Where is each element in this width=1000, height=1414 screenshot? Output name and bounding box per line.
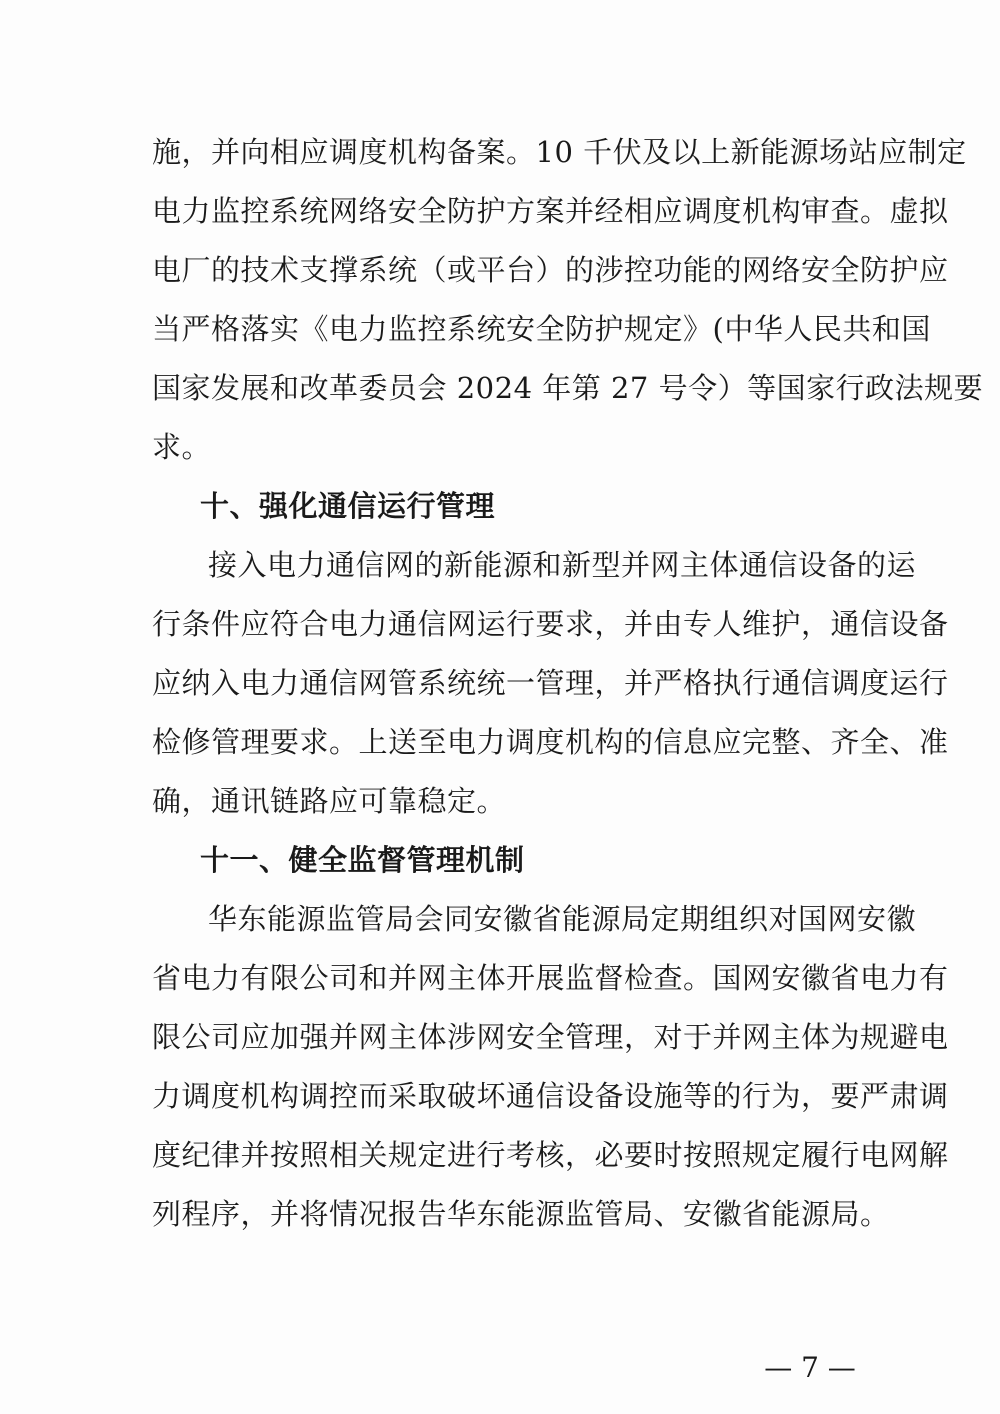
paragraph-line: 省电力有限公司和并网主体开展监督检查。国网安徽省电力有 (152, 961, 949, 995)
paragraph-line: 华东能源监管局会同安徽省能源局定期组织对国网安徽 (208, 902, 917, 936)
page-number: — 7 — (764, 1351, 856, 1384)
paragraph-line: 列程序，并将情况报告华东能源监管局、安徽省能源局。 (152, 1197, 890, 1231)
paragraph-line: 限公司应加强并网主体涉网安全管理，对于并网主体为规避电 (152, 1020, 949, 1054)
paragraph-line: 电厂的技术支撑系统（或平台）的涉控功能的网络安全防护应 (152, 253, 949, 287)
paragraph-line: 应纳入电力通信网管系统统一管理，并严格执行通信调度运行 (152, 666, 949, 700)
paragraph-line: 国家发展和改革委员会 2024 年第 27 号令）等国家行政法规要 (152, 371, 984, 405)
paragraph-line: 求。 (152, 430, 212, 464)
paragraph-line: 施，并向相应调度机构备案。10 千伏及以上新能源场站应制定 (152, 135, 967, 169)
paragraph-line: 接入电力通信网的新能源和新型并网主体通信设备的运 (208, 548, 917, 582)
paragraph-line: 检修管理要求。上送至电力调度机构的信息应完整、齐全、准 (152, 725, 949, 759)
paragraph-line: 行条件应符合电力通信网运行要求，并由专人维护，通信设备 (152, 607, 949, 641)
section-heading: 十一、健全监督管理机制 (200, 843, 525, 877)
paragraph-line: 当严格落实《电力监控系统安全防护规定》(中华人民共和国 (152, 312, 931, 346)
paragraph-line: 度纪律并按照相关规定进行考核，必要时按照规定履行电网解 (152, 1138, 949, 1172)
paragraph-line: 电力监控系统网络安全防护方案并经相应调度机构审查。虚拟 (152, 194, 949, 228)
paragraph-line: 力调度机构调控而采取破坏通信设备设施等的行为，要严肃调 (152, 1079, 949, 1113)
paragraph-line: 确，通讯链路应可靠稳定。 (152, 784, 507, 818)
section-heading: 十、强化通信运行管理 (200, 489, 496, 523)
